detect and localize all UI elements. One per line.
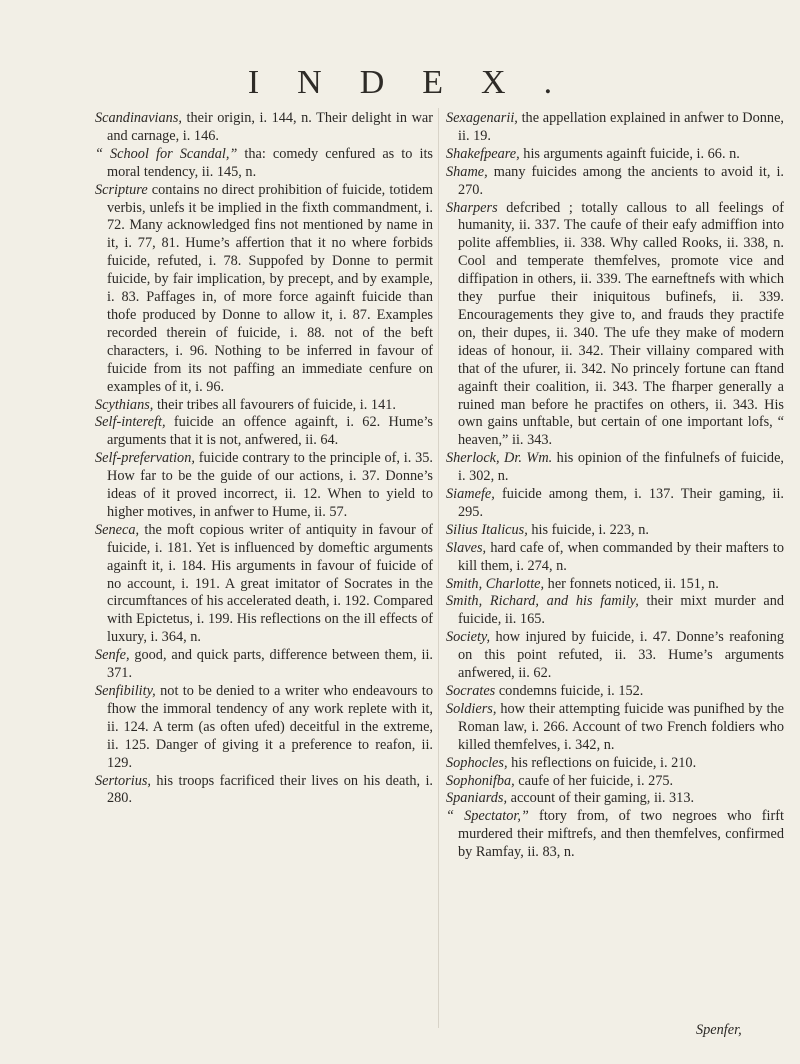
right-column [446, 110, 784, 862]
entry-text: fuicide an offence againft, i. 62. Hume’s arguments that it is not, anfwered, ii. 64. [107, 414, 433, 449]
entry-text: not to be denied to a writer who endeavours to fhow the immoral tendency of any work replete with it, ii. 124. A term (as often ufed) deceitful in the extreme, ii. 125. Danger of giving it a preference to reafon, ii. 129. [107, 683, 433, 771]
entry-heading: Shame, [446, 163, 488, 180]
index-entry [446, 146, 784, 164]
entry-text: the appellation explained in anfwer to Donne, ii. 19. [458, 110, 784, 144]
column-divider [438, 108, 439, 1028]
index-entry [446, 683, 784, 701]
entry-text: fuicide contrary to the principle of, i. 35. How far to be the guide of our actions, i. 37. Donne’s ideas of it proved incorrect, ii. 12. When to yield to higher motives, in anfwer to Hume, ii. 57. [107, 450, 433, 520]
index-entry [446, 593, 784, 629]
entry-text: the moft copious writer of antiquity in favour of fuicide, i. 181. Yet is influenced by domeftic arguments againft it, i. 184. His arguments in favour of fuicide of no account, i. 191. A great imitator of Socrates in the circumftances of his accelerated death, i. 192. Compared with Epictetus, i. 199. His reflections on the ill effects of luxury, i. 364, n. [107, 521, 433, 646]
entry-heading: Sophonifba, [446, 772, 515, 789]
entry-heading: Scripture [95, 181, 148, 198]
entry-text: ftory from, of two negroes who firft murdered their miftrefs, and then themfelves, confirmed by Ramfay, ii. 83, n. [458, 808, 784, 861]
entry-heading: Sharpers [446, 199, 498, 216]
entry-heading: Sophocles, [446, 754, 508, 771]
entry-heading: Soldiers, [446, 700, 497, 717]
entry-text: her fonnets noticed, ii. 151, n. [544, 575, 719, 592]
index-entry [446, 486, 784, 522]
index-entry [95, 773, 433, 809]
index-entry [95, 683, 433, 773]
entry-heading: Scandinavians, [95, 110, 182, 126]
entry-heading: Self-prefervation, [95, 450, 195, 467]
index-entry [446, 790, 784, 808]
entry-text: defcribed ; totally callous to all feelings of humanity, ii. 337. The caufe of their eafy admiffion into polite affemblies, ii. 338. Why called Rooks, ii. 338, n. Cool and temperate themfelves, promote vice and diffipation in others, ii. 339. The earneftnefs with which they purfue their iniquitous bufinefs, ii. 339. Encouragements they give to, and frauds they practife on, their dupes, ii. 340. The ufe they make of modern ideas of honour, ii. 342. Their villainy compared with that of the ufurer, ii. 342. No princely fortune can ftand againft their coalition, ii. 343. The fharper generally a ruined man before he practifes on others, ii. 343. His own gains unftable, but certain of one important lofs, “ heaven,” ii. 343. [458, 199, 784, 449]
entry-text: condemns fuicide, i. 152. [495, 683, 644, 699]
left-column [95, 110, 433, 808]
page-header: INDEX. [247, 64, 591, 101]
entry-heading: Silius Italicus, [446, 521, 528, 538]
entry-text: contains no direct prohibition of fuicide, totidem verbis, unlefs it be implied in the fixth commandment, i. 72. Many acknowledged fins not mentioned by name in it, i. 77, 81. Hume’s affertion that it no where forbids fuicide, refuted, i. 78. Suppofed by Donne to permit fuicide, by fair implication, by precept, and by example, i. 83. Paffages in, of more force againft fuicide than thofe produced by Donne to allow it, i. 87. Examples recorded therein of fuicide, i. 88. not of the beft characters, i. 96. Nothing to be inferred in favour of fuicide from its not paffing an immediate cenfure on examples of it, i. 96. [107, 181, 433, 395]
entry-text: good, and quick parts, difference between them, ii. 371. [107, 647, 433, 682]
entry-heading: Self-intereft, [95, 414, 166, 431]
entry-heading: Society, [446, 629, 491, 646]
index-entry [95, 522, 433, 647]
index-entry [95, 647, 433, 683]
entry-text: his reflections on fuicide, i. 210. [507, 754, 697, 771]
entry-heading: “ Spectator,” [446, 808, 529, 825]
entry-text: how their attempting fuicide was punifhed by the Roman law, i. 266. Account of two French foldiers who killed themfelves, i. 342, n. [458, 700, 784, 753]
index-entry [446, 522, 784, 540]
entry-text: caufe of her fuicide, i. 275. [514, 772, 674, 789]
index-entry [446, 755, 784, 773]
entry-heading: Shakefpeare, [446, 145, 520, 162]
entry-heading: Scythians, [95, 396, 154, 413]
index-entry [446, 576, 784, 594]
index-entry [446, 629, 784, 683]
entry-text: his arguments againft fuicide, i. 66. n. [519, 145, 740, 162]
index-entry [446, 701, 784, 755]
index-entry [446, 808, 784, 862]
entry-heading: Smith, Richard, and his family, [446, 593, 639, 610]
entry-heading: Spaniards, [446, 790, 508, 807]
entry-text: how injured by fuicide, i. 47. Donne’s reafoning on this point refuted, ii. 33. Hume’s arguments anfwered, ii. 62. [458, 629, 784, 682]
entry-heading: Seneca, [95, 521, 140, 538]
entry-heading: Sertorius, [95, 772, 152, 789]
entry-text: his troops facrificed their lives on his death, i. 280. [107, 772, 433, 807]
entry-text: many fuicides among the ancients to avoid it, i. 270. [458, 163, 784, 198]
entry-heading: Senfe, [95, 647, 130, 664]
entry-text: fuicide among them, i. 137. Their gaming, ii. 295. [458, 486, 784, 520]
entry-heading: “ School for Scandal,” [95, 145, 238, 162]
entry-heading: Siamefe, [446, 486, 495, 503]
index-entry [95, 146, 433, 182]
index-entry [446, 110, 784, 146]
entry-heading: Slaves, [446, 539, 487, 556]
entry-text: tha: comedy cenfured as to its moral tendency, ii. 145, n. [107, 145, 433, 180]
index-entry [95, 397, 433, 415]
entry-text: their tribes all favourers of fuicide, i. 141. [153, 396, 396, 413]
catchword: Spenfer, [696, 1022, 742, 1038]
entry-heading: Senfibility, [95, 683, 156, 699]
index-entry [446, 540, 784, 576]
entry-text: hard cafe of, when commanded by their mafters to kill them, i. 274, n. [458, 539, 784, 574]
entry-heading: Socrates [446, 683, 496, 699]
entry-text: his fuicide, i. 223, n. [527, 521, 649, 538]
entry-heading: Sherlock, Dr. Wm. [446, 450, 553, 467]
index-entry [446, 200, 784, 451]
index-entry [446, 773, 784, 791]
entry-heading: Sexagenarii, [446, 110, 518, 126]
index-entry [95, 450, 433, 522]
entry-text: account of their gaming, ii. 313. [507, 790, 695, 807]
index-entry [95, 414, 433, 450]
index-entry [446, 164, 784, 200]
index-entry [95, 182, 433, 397]
index-entry [95, 110, 433, 146]
entry-heading: Smith, Charlotte, [446, 575, 545, 592]
entry-text: their mixt murder and fuicide, ii. 165. [458, 593, 784, 628]
index-entry [446, 450, 784, 486]
entry-text: his opinion of the finfulnefs of fuicide, i. 302, n. [458, 450, 784, 485]
entry-text: their origin, i. 144, n. Their delight in war and carnage, i. 146. [107, 110, 433, 144]
